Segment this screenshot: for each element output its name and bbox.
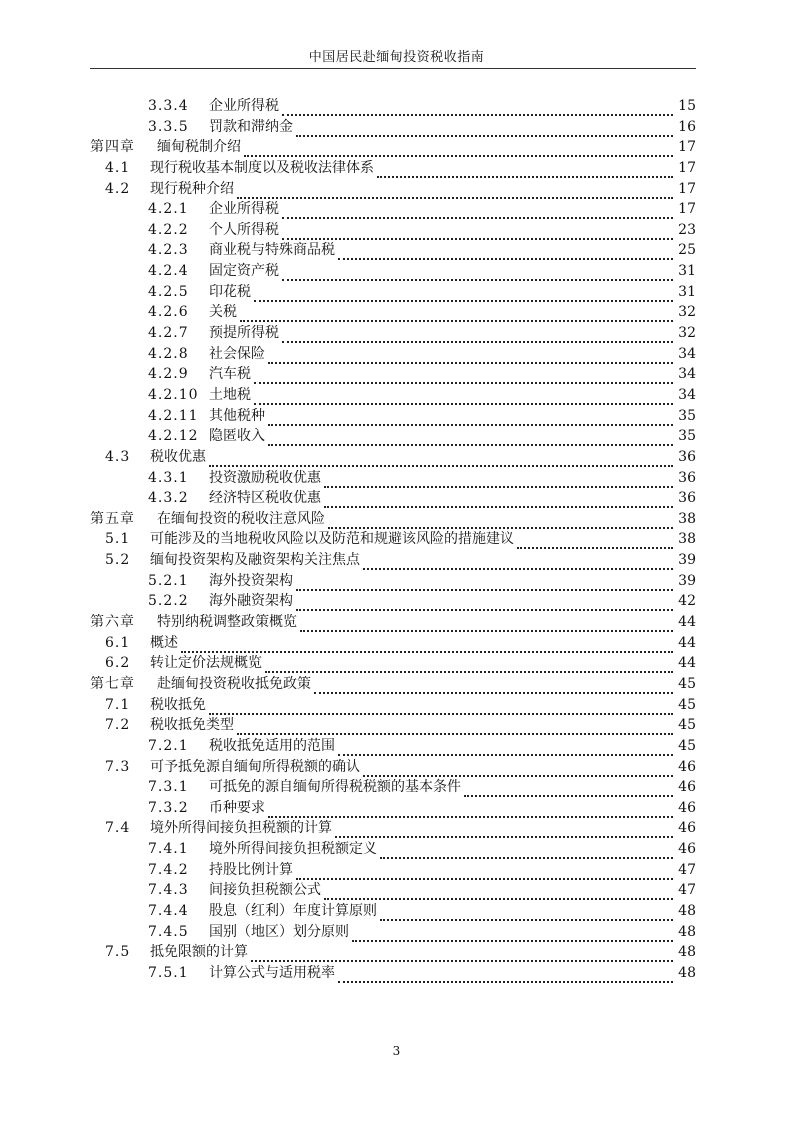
toc-entry-number: 7.3 (105, 758, 131, 775)
toc-leader-dots (268, 802, 673, 818)
page-number: 3 (392, 1044, 401, 1058)
toc-entry-number: 4.2.7 (148, 325, 189, 342)
toc-entry-title: 持股比例计算 (209, 861, 293, 878)
toc-entry-title: 企业所得税 (209, 201, 279, 218)
toc-entry-page: 34 (678, 345, 696, 362)
toc-entry-title: 抵免限额的计算 (150, 944, 248, 961)
toc-leader-dots (338, 740, 673, 756)
toc-entry-number: 5.2.2 (148, 593, 189, 610)
toc-entry-number: 7.2 (105, 717, 131, 734)
toc-leader-dots (380, 905, 673, 921)
toc-leader-dots (268, 348, 673, 364)
toc-entry[interactable] (0, 426, 793, 447)
toc-entry-number: 7.4.5 (148, 923, 189, 940)
toc-entry-page: 44 (678, 634, 696, 651)
table-of-contents (0, 96, 793, 984)
toc-entry-page: 38 (678, 510, 696, 527)
toc-entry-page: 31 (678, 263, 696, 280)
toc-leader-dots (240, 306, 673, 322)
toc-entry[interactable] (0, 240, 793, 261)
toc-entry-page: 38 (678, 531, 696, 548)
toc-leader-dots (296, 864, 673, 880)
toc-entry[interactable] (0, 571, 793, 592)
toc-entry-number: 4.2.10 (148, 386, 199, 403)
toc-entry[interactable] (0, 653, 793, 674)
toc-entry[interactable] (0, 488, 793, 509)
toc-entry-title: 缅甸税制介绍 (157, 139, 241, 156)
toc-entry-title: 个人所得税 (209, 221, 279, 238)
toc-entry-page: 47 (678, 882, 696, 899)
toc-entry-number: 5.2.1 (148, 572, 189, 589)
toc-leader-dots (314, 678, 673, 694)
toc-leader-dots (324, 492, 673, 508)
toc-entry-number: 4.2.6 (148, 304, 189, 321)
toc-entry-title: 计算公式与适用税率 (209, 964, 335, 981)
toc-entry-number: 4.2.5 (148, 283, 189, 300)
toc-entry-title: 概述 (150, 634, 178, 651)
toc-entry[interactable] (0, 509, 793, 530)
toc-entry-page: 15 (678, 98, 696, 114)
toc-leader-dots (244, 141, 673, 157)
toc-entry-title: 海外投资架构 (209, 572, 293, 589)
toc-entry[interactable] (0, 798, 793, 819)
toc-entry-number: 7.4.1 (148, 841, 189, 858)
toc-entry-title: 汽车税 (209, 366, 251, 383)
toc-entry-page: 23 (678, 221, 696, 238)
toc-entry[interactable] (0, 529, 793, 550)
toc-entry-page: 46 (678, 779, 696, 796)
toc-leader-dots (352, 926, 673, 942)
toc-leader-dots (363, 554, 673, 570)
toc-leader-dots (282, 100, 673, 116)
toc-leader-dots (296, 575, 673, 591)
page-header-title: 中国居民赴缅甸投资税收指南 (308, 50, 485, 65)
toc-leader-dots (377, 162, 673, 178)
toc-entry-page: 32 (678, 304, 696, 321)
toc-entry-page: 48 (678, 902, 696, 919)
toc-entry-title: 企业所得税 (209, 98, 279, 114)
toc-entry-title: 固定资产税 (209, 263, 279, 280)
toc-entry-title: 社会保险 (209, 345, 265, 362)
toc-entry-title: 投资激励税收优惠 (209, 469, 321, 486)
toc-entry-number: 4.2.1 (148, 201, 189, 218)
toc-entry-number: 7.3.2 (148, 799, 189, 816)
toc-entry-page: 32 (678, 325, 696, 342)
toc-entry-number: 4.2.12 (148, 428, 199, 445)
toc-entry-page: 46 (678, 820, 696, 837)
toc-leader-dots (254, 286, 673, 302)
toc-entry-title: 罚款和滞纳金 (209, 118, 293, 135)
toc-leader-dots (282, 224, 673, 240)
toc-entry-number: 7.4.2 (148, 861, 189, 878)
toc-leader-dots (338, 244, 673, 260)
toc-entry-title: 在缅甸投资的税收注意风险 (157, 510, 325, 527)
toc-entry-title: 币种要求 (209, 799, 265, 816)
toc-leader-dots (324, 472, 673, 488)
toc-entry-number: 4.2.2 (148, 221, 189, 238)
toc-entry-number: 4.2.3 (148, 242, 189, 259)
toc-entry[interactable] (0, 468, 793, 489)
toc-entry[interactable] (0, 757, 793, 778)
toc-entry-page: 35 (678, 428, 696, 445)
toc-entry-title: 境外所得间接负担税额定义 (209, 841, 377, 858)
toc-entry[interactable] (0, 302, 793, 323)
toc-leader-dots (296, 121, 673, 137)
toc-entry-title: 可能涉及的当地税收风险以及防范和规避该风险的措施建议 (150, 531, 514, 548)
toc-entry[interactable] (0, 591, 793, 612)
toc-leader-dots (209, 451, 673, 467)
toc-entry[interactable] (0, 447, 793, 468)
toc-entry-title: 预提所得税 (209, 325, 279, 342)
toc-entry[interactable] (0, 282, 793, 303)
toc-entry-title: 转让定价法规概览 (150, 655, 262, 672)
toc-leader-dots (268, 410, 673, 426)
toc-entry-page: 39 (678, 552, 696, 569)
toc-entry-page: 44 (678, 614, 696, 631)
toc-leader-dots (181, 637, 673, 653)
toc-entry-title: 土地税 (209, 386, 251, 403)
toc-entry-page: 47 (678, 861, 696, 878)
toc-entry-title: 经济特区税收优惠 (209, 490, 321, 507)
toc-leader-dots (237, 719, 673, 735)
toc-leader-dots (237, 183, 673, 199)
toc-leader-dots (209, 699, 673, 715)
toc-entry[interactable] (0, 942, 793, 963)
toc-entry-number: 5.1 (105, 531, 131, 548)
toc-leader-dots (265, 657, 673, 673)
toc-entry-number: 第四章 (90, 139, 135, 156)
toc-entry-page: 48 (678, 964, 696, 981)
toc-entry-number: 第六章 (90, 614, 135, 631)
toc-leader-dots (268, 430, 673, 446)
toc-leader-dots (300, 616, 673, 632)
toc-entry-page: 45 (678, 737, 696, 754)
toc-entry[interactable] (0, 406, 793, 427)
toc-entry[interactable] (0, 220, 793, 241)
toc-entry-number: 第五章 (90, 510, 135, 527)
toc-entry-title: 可予抵免源自缅甸所得税额的确认 (150, 758, 360, 775)
toc-entry-title: 税收抵免 (150, 696, 206, 713)
toc-entry-page: 46 (678, 799, 696, 816)
toc-entry-number: 4.2.11 (148, 407, 199, 424)
toc-leader-dots (251, 946, 673, 962)
toc-entry-page: 46 (678, 758, 696, 775)
toc-entry-number: 6.1 (105, 634, 131, 651)
toc-entry[interactable] (0, 261, 793, 282)
toc-entry[interactable] (0, 344, 793, 365)
toc-entry-number: 3.3.5 (148, 118, 189, 135)
toc-entry-title: 其他税种 (209, 407, 265, 424)
toc-entry[interactable] (0, 777, 793, 798)
toc-entry-number: 5.2 (105, 552, 131, 569)
toc-entry-number: 4.3.1 (148, 469, 189, 486)
toc-entry-number: 4.2.8 (148, 345, 189, 362)
toc-entry-title: 关税 (209, 304, 237, 321)
toc-entry-page: 17 (678, 180, 696, 197)
toc-entry-number: 3.3.4 (148, 98, 189, 114)
toc-entry[interactable] (0, 736, 793, 757)
toc-entry[interactable] (0, 633, 793, 654)
toc-entry-number: 7.4.4 (148, 902, 189, 919)
toc-entry-number: 7.4 (105, 820, 131, 837)
toc-entry-page: 34 (678, 366, 696, 383)
toc-leader-dots (282, 265, 673, 281)
toc-entry-title: 现行税收基本制度以及税收法律体系 (150, 159, 374, 176)
toc-entry-title: 印花税 (209, 283, 251, 300)
toc-entry-number: 7.1 (105, 696, 131, 713)
toc-entry-title: 税收抵免类型 (150, 717, 234, 734)
toc-entry-page: 46 (678, 841, 696, 858)
toc-entry-number: 7.2.1 (148, 737, 189, 754)
toc-entry-title: 税收优惠 (150, 448, 206, 465)
toc-leader-dots (338, 967, 673, 983)
toc-leader-dots (380, 843, 673, 859)
toc-entry-page: 48 (678, 944, 696, 961)
toc-entry-title: 赴缅甸投资税收抵免政策 (157, 675, 311, 692)
toc-entry[interactable] (0, 179, 793, 200)
toc-entry[interactable] (0, 674, 793, 695)
toc-leader-dots (254, 389, 673, 405)
toc-entry[interactable] (0, 860, 793, 881)
toc-entry-number: 6.2 (105, 655, 131, 672)
toc-entry-page: 17 (678, 201, 696, 218)
toc-entry[interactable] (0, 199, 793, 220)
toc-entry-page: 31 (678, 283, 696, 300)
toc-entry-number: 7.3.1 (148, 779, 189, 796)
toc-leader-dots (363, 761, 673, 777)
toc-entry[interactable] (0, 385, 793, 406)
toc-entry-page: 45 (678, 696, 696, 713)
toc-entry-page: 25 (678, 242, 696, 259)
toc-entry[interactable] (0, 612, 793, 633)
toc-entry-page: 36 (678, 448, 696, 465)
toc-entry-number: 7.4.3 (148, 882, 189, 899)
toc-entry[interactable] (0, 323, 793, 344)
toc-entry[interactable] (0, 364, 793, 385)
toc-entry-number: 4.2 (105, 180, 131, 197)
toc-entry-number: 4.1 (105, 159, 131, 176)
toc-entry-page: 17 (678, 159, 696, 176)
toc-entry-title: 特别纳税调整政策概览 (157, 614, 297, 631)
toc-entry-page: 45 (678, 675, 696, 692)
toc-entry-number: 4.2.9 (148, 366, 189, 383)
toc-entry-page: 16 (678, 118, 696, 135)
toc-leader-dots (517, 533, 673, 549)
toc-entry[interactable] (0, 158, 793, 179)
toc-entry-page: 42 (678, 593, 696, 610)
toc-entry-page: 36 (678, 469, 696, 486)
toc-entry-number: 4.2.4 (148, 263, 189, 280)
toc-entry-title: 国别（地区）划分原则 (209, 923, 349, 940)
toc-entry[interactable] (0, 550, 793, 571)
toc-entry-page: 35 (678, 407, 696, 424)
toc-entry-title: 隐匿收入 (209, 428, 265, 445)
toc-entry-number: 4.3 (105, 448, 131, 465)
toc-entry-title: 商业税与特殊商品税 (209, 242, 335, 259)
toc-leader-dots (328, 513, 673, 529)
toc-entry-page: 39 (678, 572, 696, 589)
toc-entry-number: 7.5 (105, 944, 131, 961)
toc-entry-number: 4.3.2 (148, 490, 189, 507)
toc-entry-number: 7.5.1 (148, 964, 189, 981)
toc-entry-page: 17 (678, 139, 696, 156)
toc-entry[interactable] (0, 137, 793, 158)
toc-entry[interactable] (0, 96, 793, 117)
header-divider (90, 68, 696, 69)
toc-entry[interactable] (0, 901, 793, 922)
toc-entry-page: 34 (678, 386, 696, 403)
toc-leader-dots (335, 822, 673, 838)
toc-entry[interactable] (0, 963, 793, 984)
toc-entry-title: 现行税种介绍 (150, 180, 234, 197)
toc-entry-number: 第七章 (90, 675, 135, 692)
toc-entry[interactable] (0, 695, 793, 716)
toc-entry-title: 税收抵免适用的范围 (209, 737, 335, 754)
toc-leader-dots (296, 595, 673, 611)
toc-entry[interactable] (0, 839, 793, 860)
toc-entry[interactable] (0, 715, 793, 736)
toc-entry[interactable] (0, 922, 793, 943)
toc-entry-title: 股息（红利）年度计算原则 (209, 902, 377, 919)
toc-entry-title: 间接负担税额公式 (209, 882, 321, 899)
toc-entry-page: 36 (678, 490, 696, 507)
toc-leader-dots (282, 327, 673, 343)
toc-leader-dots (282, 203, 673, 219)
toc-entry-page: 44 (678, 655, 696, 672)
toc-entry-page: 45 (678, 717, 696, 734)
toc-leader-dots (324, 884, 673, 900)
toc-entry[interactable] (0, 117, 793, 138)
toc-entry-page: 48 (678, 923, 696, 940)
toc-entry-title: 缅甸投资架构及融资架构关注焦点 (150, 552, 360, 569)
toc-entry[interactable] (0, 880, 793, 901)
toc-entry-title: 海外融资架构 (209, 593, 293, 610)
toc-leader-dots (464, 781, 673, 797)
toc-leader-dots (254, 368, 673, 384)
toc-entry-title: 可抵免的源自缅甸所得税税额的基本条件 (209, 779, 461, 796)
toc-entry[interactable] (0, 818, 793, 839)
toc-entry-title: 境外所得间接负担税额的计算 (150, 820, 332, 837)
